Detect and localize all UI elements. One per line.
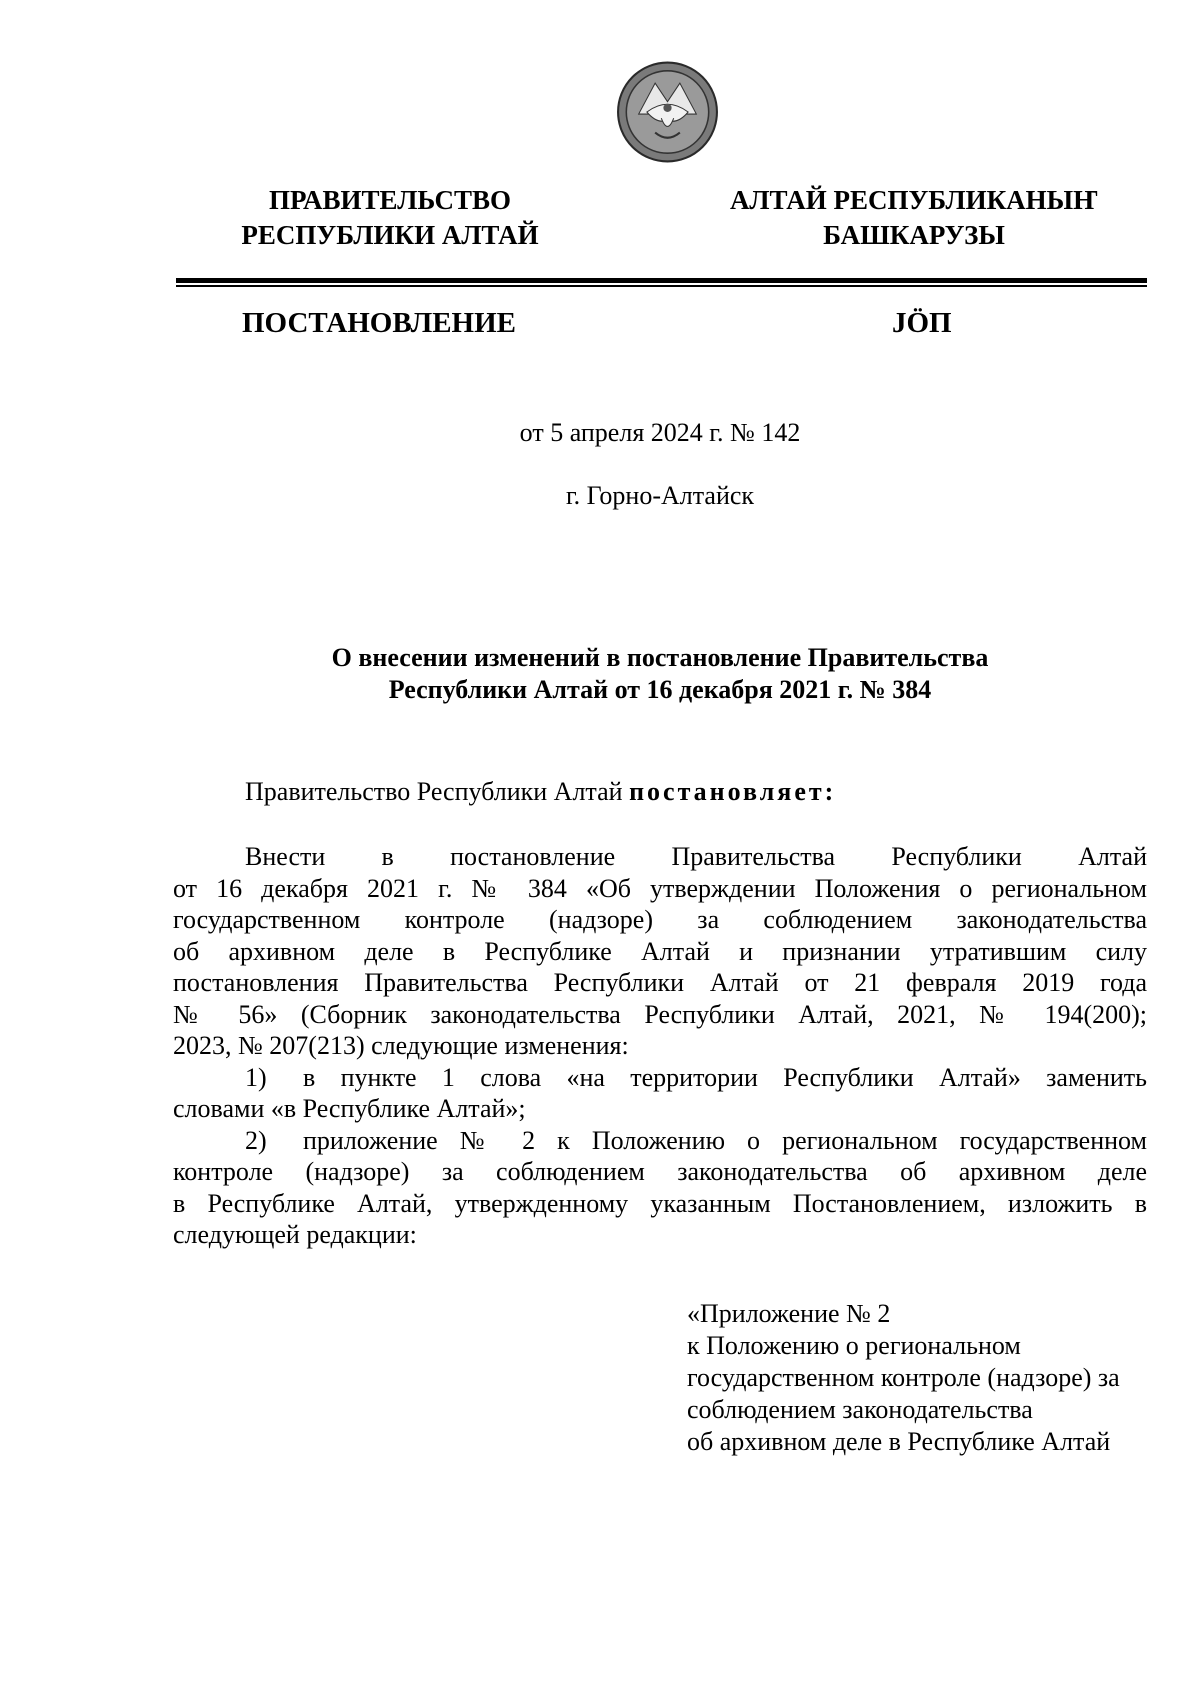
paragraph-line: об архивном деле в Республике Алтай и признании утратившим силу: [173, 936, 1147, 966]
coat-of-arms-emblem: [616, 60, 719, 164]
list-item-2: [173, 1125, 1147, 1251]
header-alt-line1: АЛТАЙ РЕСПУБЛИКАНЫҤ: [729, 185, 1099, 215]
appendix-line: соблюдением законодательства: [687, 1395, 1033, 1424]
appendix-line: государственном контроле (надзоре) за: [687, 1363, 1120, 1392]
header-divider-thick: [176, 278, 1147, 283]
list-item-2-line: в Республике Алтай, утвержденному указанным Постановлением, изложить в: [173, 1188, 1147, 1218]
main-paragraph: [173, 841, 1147, 1062]
decree-title-ru: ПОСТАНОВЛЕНИЕ: [242, 307, 517, 339]
paragraph-line: постановления Правительства Республики Алтай от 21 февраля 2019 года: [173, 968, 1147, 997]
list-item-1-number: 1): [245, 1062, 267, 1092]
header-alt-line2: БАШКАРУЗЫ: [823, 220, 1005, 250]
title-line1: О внесении изменений в постановление Правительства: [331, 643, 989, 672]
list-item-1-line: словами «в Республике Алтай»;: [173, 1094, 526, 1123]
list-item-2-line: следующей редакции:: [173, 1220, 417, 1249]
document-body: [173, 841, 1147, 1251]
decree-title-alt: JÖП: [892, 307, 952, 339]
header-alt: [718, 183, 1110, 253]
paragraph-line: от 16 декабря 2021 г. № 384 «Об утверждении Положения о региональном: [173, 873, 1147, 903]
appendix-reference: [687, 1298, 1120, 1458]
title-line2: Республики Алтай от 16 декабря 2021 г. № 384: [388, 675, 932, 704]
list-item-1-text: в пункте 1 слова «на территории Республики Алтай» заменить: [303, 1062, 1147, 1092]
list-item-2-first-line: [173, 1125, 1147, 1157]
decree-date-number: от 5 апреля 2024 г. № 142: [519, 418, 801, 447]
intro-emphasis: постановляет:: [629, 777, 837, 806]
decree-city: г. Горно-Алтайск: [565, 481, 755, 510]
paragraph-line: Внести в постановление Правительства Республики Алтай: [245, 842, 1147, 871]
list-item-1-first-line: [173, 1062, 1147, 1094]
paragraph-line: № 56» (Сборник законодательства Республики Алтай, 2021, № 194(200);: [173, 999, 1147, 1029]
paragraph-line: 2023, № 207(213) следующие изменения:: [173, 1031, 629, 1060]
header-divider-thin: [176, 285, 1147, 287]
list-item-1: [173, 1062, 1147, 1125]
intro-prefix: Правительство Республики Алтай: [245, 777, 630, 806]
header-ru-line1: ПРАВИТЕЛЬСТВО: [268, 185, 512, 215]
list-item-2-line: контроле (надзоре) за соблюдением законодательства об архивном деле: [173, 1157, 1147, 1186]
intro-sentence: [245, 776, 836, 808]
list-item-2-number: 2): [245, 1125, 267, 1155]
header-ru-line2: РЕСПУБЛИКИ АЛТАЙ: [241, 220, 539, 250]
appendix-line: «Приложение № 2: [687, 1299, 891, 1328]
list-item-2-text: приложение № 2 к Положению о региональном государственном: [303, 1125, 1147, 1155]
document-title: [200, 642, 1120, 706]
paragraph-line: государственном контроле (надзоре) за соблюдением законодательства: [173, 905, 1147, 934]
appendix-line: к Положению о региональном: [687, 1331, 1021, 1360]
header-ru: [220, 183, 560, 253]
appendix-line: об архивном деле в Республике Алтай: [687, 1427, 1111, 1456]
